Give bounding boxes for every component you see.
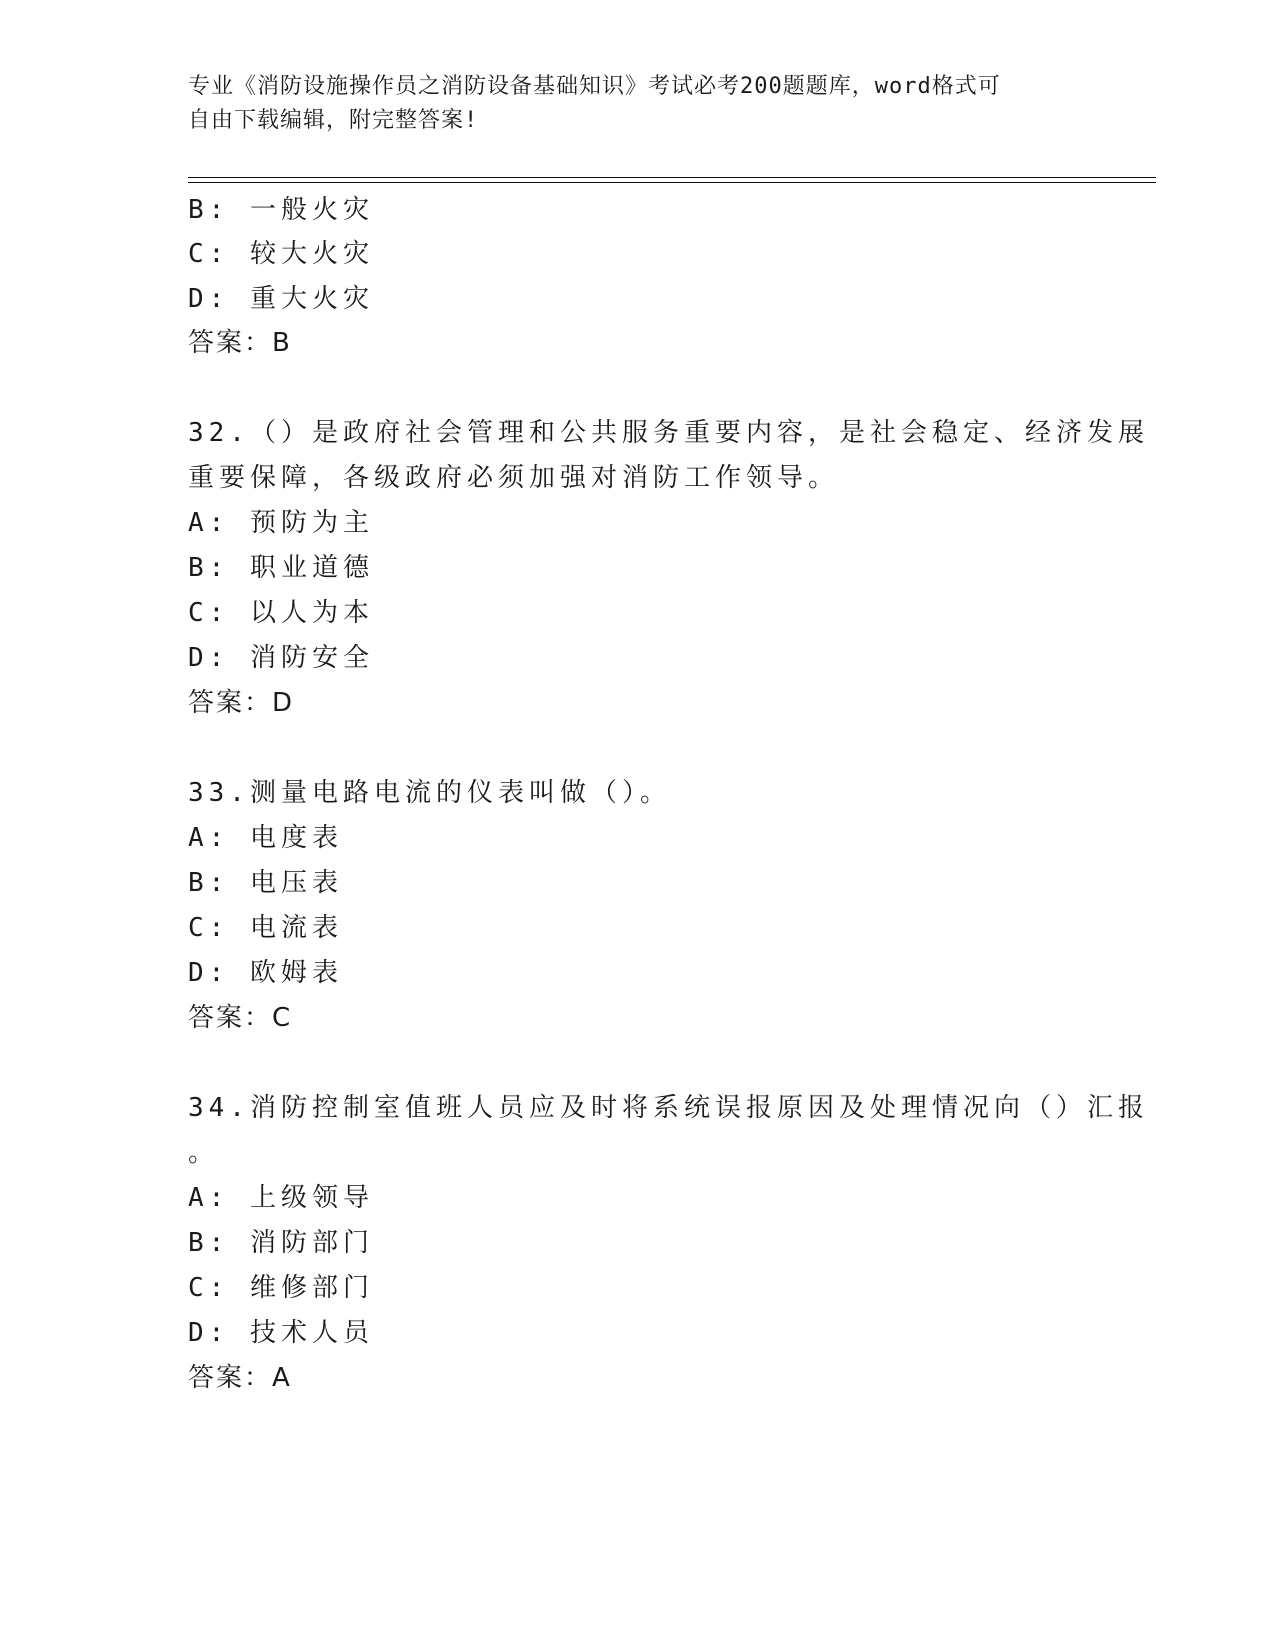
q34-stem-line-1: 34.消防控制室值班人员应及时将系统误报原因及处理情况向（）汇报 [188, 1093, 1149, 1123]
q33-answer: 答案：C [188, 1003, 293, 1033]
header-line-1: 专业《消防设施操作员之消防设备基础知识》考试必考200题题库，word格式可 [188, 74, 1001, 99]
header-rule-bottom [188, 182, 1156, 183]
q32-option-a: A: 预防为主 [188, 508, 374, 538]
header-rule-top [188, 177, 1156, 178]
q33-stem-line-1: 33.测量电路电流的仪表叫做（）。 [188, 778, 671, 808]
q34-option-a: A: 上级领导 [188, 1183, 374, 1213]
q32-option-b: B: 职业道德 [188, 553, 374, 583]
q31-option-b: B: 一般火灾 [188, 195, 374, 225]
q31-option-d: D: 重大火灾 [188, 284, 374, 314]
q33-option-c: C: 电流表 [188, 913, 343, 943]
q34-option-d: D: 技术人员 [188, 1318, 374, 1348]
q34-option-b: B: 消防部门 [188, 1228, 374, 1258]
document-header [188, 70, 1088, 138]
q33-option-a: A: 电度表 [188, 823, 343, 853]
q32-option-d: D: 消防安全 [188, 643, 374, 673]
header-line-2: 自由下载编辑，附完整答案! [188, 108, 479, 133]
q34-answer: 答案：A [188, 1363, 292, 1393]
q32-option-c: C: 以人为本 [188, 598, 374, 628]
q31-answer: 答案：B [188, 328, 292, 358]
q33-option-d: D: 欧姆表 [188, 958, 343, 988]
q31-option-c: C: 较大火灾 [188, 239, 374, 269]
q33-option-b: B: 电压表 [188, 868, 343, 898]
q34-option-c: C: 维修部门 [188, 1273, 374, 1303]
q32-answer: 答案：D [188, 688, 295, 718]
q32-stem-line-2: 重要保障，各级政府必须加强对消防工作领导。 [188, 463, 840, 493]
q34-stem-line-2: 。 [188, 1138, 220, 1168]
q32-stem-line-1: 32.（）是政府社会管理和公共服务重要内容，是社会稳定、经济发展 [188, 418, 1149, 448]
